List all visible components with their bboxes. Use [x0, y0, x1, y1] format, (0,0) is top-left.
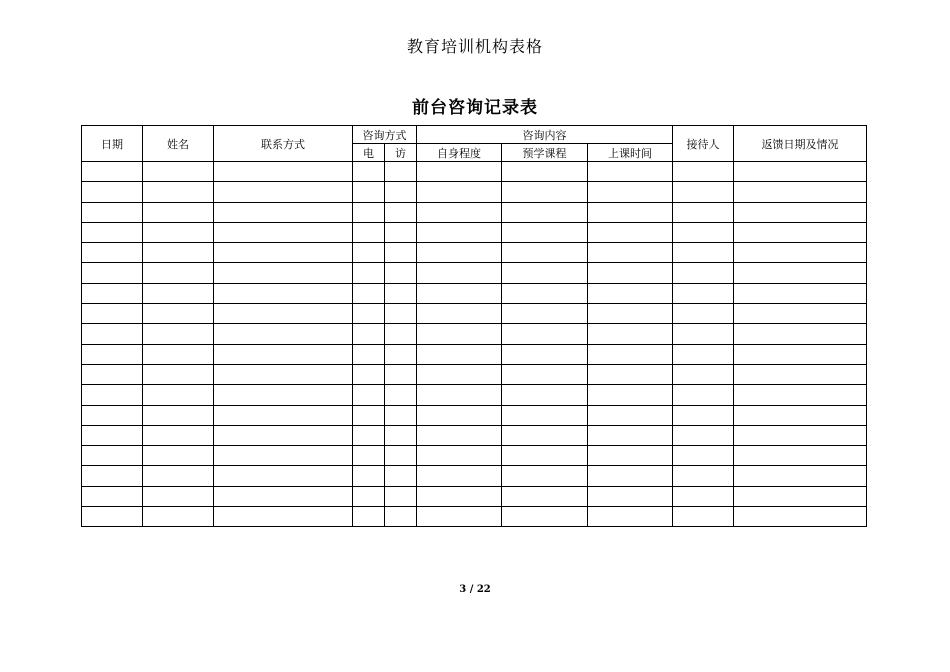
header-date: 日期: [82, 126, 143, 162]
table-cell[interactable]: [214, 507, 353, 527]
table-cell[interactable]: [502, 202, 588, 222]
table-cell[interactable]: [82, 162, 143, 182]
table-cell[interactable]: [214, 263, 353, 283]
table-cell[interactable]: [353, 486, 385, 506]
table-cell[interactable]: [588, 162, 673, 182]
table-cell[interactable]: [673, 364, 734, 384]
table-cell[interactable]: [417, 446, 502, 466]
table-cell[interactable]: [385, 446, 417, 466]
table-cell[interactable]: [734, 405, 867, 425]
table-cell[interactable]: [734, 263, 867, 283]
table-cell[interactable]: [214, 405, 353, 425]
table-cell[interactable]: [588, 182, 673, 202]
document-header-title: 教育培训机构表格: [406, 37, 543, 56]
table-row: [82, 263, 867, 283]
table-cell[interactable]: [353, 263, 385, 283]
header-contact: 联系方式: [214, 126, 353, 162]
table-cell[interactable]: [673, 466, 734, 486]
table-cell[interactable]: [502, 344, 588, 364]
table-cell[interactable]: [673, 182, 734, 202]
table-cell[interactable]: [214, 243, 353, 263]
table-cell[interactable]: [214, 486, 353, 506]
table-cell[interactable]: [385, 202, 417, 222]
table-cell[interactable]: [353, 364, 385, 384]
table-cell[interactable]: [143, 304, 214, 324]
table-cell[interactable]: [214, 446, 353, 466]
table-cell[interactable]: [385, 466, 417, 486]
table-cell[interactable]: [143, 486, 214, 506]
table-cell[interactable]: [673, 405, 734, 425]
table-cell[interactable]: [502, 466, 588, 486]
table-row: [82, 466, 867, 486]
table-cell[interactable]: [502, 324, 588, 344]
consultation-record-table: [81, 125, 867, 527]
table-cell[interactable]: [734, 182, 867, 202]
table-cell[interactable]: [417, 222, 502, 242]
table-cell[interactable]: [353, 182, 385, 202]
table-cell[interactable]: [588, 466, 673, 486]
table-row: [82, 222, 867, 242]
table-cell[interactable]: [502, 222, 588, 242]
table-cell[interactable]: [143, 385, 214, 405]
table-cell[interactable]: [82, 222, 143, 242]
table-cell[interactable]: [734, 385, 867, 405]
table-cell[interactable]: [82, 405, 143, 425]
table-cell[interactable]: [143, 222, 214, 242]
table-cell[interactable]: [502, 446, 588, 466]
table-cell[interactable]: [417, 324, 502, 344]
table-cell[interactable]: [502, 385, 588, 405]
table-cell[interactable]: [734, 202, 867, 222]
header-name: 姓名: [143, 126, 214, 162]
table-cell[interactable]: [417, 507, 502, 527]
table-cell[interactable]: [143, 243, 214, 263]
table-cell[interactable]: [673, 263, 734, 283]
table-cell[interactable]: [417, 263, 502, 283]
table-cell[interactable]: [353, 405, 385, 425]
table-cell[interactable]: [143, 202, 214, 222]
table-cell[interactable]: [353, 162, 385, 182]
table-row: [82, 304, 867, 324]
table-cell[interactable]: [417, 344, 502, 364]
table-cell[interactable]: [82, 486, 143, 506]
table-row: [82, 425, 867, 445]
table-cell[interactable]: [353, 243, 385, 263]
table-cell[interactable]: [82, 446, 143, 466]
table-cell[interactable]: [502, 162, 588, 182]
table-cell[interactable]: [353, 446, 385, 466]
table-cell[interactable]: [214, 182, 353, 202]
table-cell[interactable]: [82, 304, 143, 324]
table-cell[interactable]: [82, 385, 143, 405]
table-cell[interactable]: [385, 344, 417, 364]
table-cell[interactable]: [385, 385, 417, 405]
table-cell[interactable]: [417, 283, 502, 303]
table-cell[interactable]: [673, 202, 734, 222]
table-cell[interactable]: [734, 243, 867, 263]
table-cell[interactable]: [673, 243, 734, 263]
table-cell[interactable]: [82, 263, 143, 283]
table-cell[interactable]: [588, 243, 673, 263]
table-cell[interactable]: [143, 263, 214, 283]
table-cell[interactable]: [353, 385, 385, 405]
table-cell[interactable]: [385, 263, 417, 283]
table-cell[interactable]: [734, 304, 867, 324]
table-cell[interactable]: [82, 202, 143, 222]
table-cell[interactable]: [214, 466, 353, 486]
table-cell[interactable]: [417, 405, 502, 425]
table-cell[interactable]: [214, 324, 353, 344]
table-cell[interactable]: [82, 425, 143, 445]
table-cell[interactable]: [214, 425, 353, 445]
table-row: [82, 283, 867, 303]
table-cell[interactable]: [417, 202, 502, 222]
table-cell[interactable]: [734, 507, 867, 527]
table-cell[interactable]: [588, 486, 673, 506]
table-cell[interactable]: [588, 202, 673, 222]
header-feedback: 返馈日期及情况: [734, 126, 867, 162]
table-cell[interactable]: [143, 466, 214, 486]
table-cell[interactable]: [214, 344, 353, 364]
table-cell[interactable]: [734, 324, 867, 344]
table-cell[interactable]: [588, 283, 673, 303]
table-cell[interactable]: [214, 385, 353, 405]
table-cell[interactable]: [385, 507, 417, 527]
header-receptionist: 接待人: [673, 126, 734, 162]
header-class-time: 上课时间: [588, 144, 673, 162]
table-cell[interactable]: [143, 324, 214, 344]
table-cell[interactable]: [353, 202, 385, 222]
table-cell[interactable]: [502, 304, 588, 324]
table-cell[interactable]: [734, 446, 867, 466]
table-cell[interactable]: [353, 425, 385, 445]
table-row: [82, 507, 867, 527]
table-row: [82, 162, 867, 182]
table-cell[interactable]: [143, 507, 214, 527]
table-cell[interactable]: [417, 182, 502, 202]
table-cell[interactable]: [143, 405, 214, 425]
table-cell[interactable]: [673, 283, 734, 303]
table-row: [82, 385, 867, 405]
table-row: [82, 243, 867, 263]
table-cell[interactable]: [82, 182, 143, 202]
table-cell[interactable]: [214, 283, 353, 303]
table-cell[interactable]: [417, 243, 502, 263]
form-title: 前台咨询记录表: [412, 98, 538, 118]
table-cell[interactable]: [385, 324, 417, 344]
table-cell[interactable]: [82, 507, 143, 527]
page-number: 3 / 22: [459, 584, 491, 595]
table-cell[interactable]: [734, 222, 867, 242]
table-cell[interactable]: [353, 283, 385, 303]
table-row: [82, 405, 867, 425]
table-cell[interactable]: [214, 364, 353, 384]
table-cell[interactable]: [82, 243, 143, 263]
table-cell[interactable]: [214, 222, 353, 242]
table-row: [82, 486, 867, 506]
table-cell[interactable]: [588, 405, 673, 425]
table-cell[interactable]: [502, 263, 588, 283]
table-cell[interactable]: [588, 263, 673, 283]
table-cell[interactable]: [82, 364, 143, 384]
table-cell[interactable]: [502, 364, 588, 384]
table-cell[interactable]: [673, 507, 734, 527]
table-cell[interactable]: [673, 324, 734, 344]
table-cell[interactable]: [143, 425, 214, 445]
table-cell[interactable]: [214, 202, 353, 222]
table-cell[interactable]: [214, 162, 353, 182]
table-cell[interactable]: [502, 507, 588, 527]
table-cell[interactable]: [734, 466, 867, 486]
table-cell[interactable]: [673, 162, 734, 182]
table-cell[interactable]: [417, 364, 502, 384]
table-cell[interactable]: [417, 385, 502, 405]
table-cell[interactable]: [385, 243, 417, 263]
table-cell[interactable]: [353, 466, 385, 486]
table-cell[interactable]: [385, 405, 417, 425]
table-cell[interactable]: [734, 425, 867, 445]
table-row: [82, 182, 867, 202]
table-cell[interactable]: [353, 344, 385, 364]
table-row: [82, 344, 867, 364]
table-cell[interactable]: [673, 446, 734, 466]
table-cell[interactable]: [588, 385, 673, 405]
table-cell[interactable]: [588, 507, 673, 527]
table-cell[interactable]: [502, 283, 588, 303]
table-cell[interactable]: [143, 344, 214, 364]
table-cell[interactable]: [673, 385, 734, 405]
table-cell[interactable]: [734, 364, 867, 384]
table-cell[interactable]: [385, 304, 417, 324]
table-row: [82, 202, 867, 222]
table-cell[interactable]: [385, 364, 417, 384]
table-cell[interactable]: [417, 425, 502, 445]
table-row: [82, 364, 867, 384]
table-cell[interactable]: [588, 364, 673, 384]
table-cell[interactable]: [385, 182, 417, 202]
table-cell[interactable]: [588, 425, 673, 445]
header-intended-course: 预学课程: [502, 144, 588, 162]
table-cell[interactable]: [143, 162, 214, 182]
table-cell[interactable]: [588, 446, 673, 466]
header-phone: 电: [353, 144, 385, 162]
table-body: [82, 162, 867, 527]
table-cell[interactable]: [143, 364, 214, 384]
table-cell[interactable]: [673, 344, 734, 364]
table-cell[interactable]: [734, 283, 867, 303]
table-cell[interactable]: [588, 304, 673, 324]
table-row: [82, 324, 867, 344]
table-cell[interactable]: [353, 222, 385, 242]
table-cell[interactable]: [734, 344, 867, 364]
table-cell[interactable]: [353, 324, 385, 344]
table-cell[interactable]: [588, 222, 673, 242]
table-cell[interactable]: [673, 222, 734, 242]
table-cell[interactable]: [385, 425, 417, 445]
table-cell[interactable]: [502, 243, 588, 263]
table-cell[interactable]: [82, 324, 143, 344]
table-cell[interactable]: [82, 283, 143, 303]
header-self-level: 自身程度: [417, 144, 502, 162]
table-cell[interactable]: [417, 162, 502, 182]
table-cell[interactable]: [417, 486, 502, 506]
table-cell[interactable]: [502, 405, 588, 425]
header-consult-method: 咨询方式: [353, 126, 417, 144]
table-cell[interactable]: [673, 304, 734, 324]
table-cell[interactable]: [353, 507, 385, 527]
table-cell[interactable]: [385, 162, 417, 182]
table-cell[interactable]: [502, 182, 588, 202]
table-cell[interactable]: [214, 304, 353, 324]
table-cell[interactable]: [673, 486, 734, 506]
table-cell[interactable]: [385, 283, 417, 303]
table-cell[interactable]: [353, 304, 385, 324]
table-cell[interactable]: [143, 283, 214, 303]
table-cell[interactable]: [673, 425, 734, 445]
table-cell[interactable]: [143, 182, 214, 202]
table-cell[interactable]: [588, 344, 673, 364]
table-cell[interactable]: [502, 486, 588, 506]
table-cell[interactable]: [417, 466, 502, 486]
table-cell[interactable]: [734, 162, 867, 182]
table-cell[interactable]: [588, 324, 673, 344]
table-cell[interactable]: [734, 486, 867, 506]
header-visit: 访: [385, 144, 417, 162]
table-cell[interactable]: [417, 304, 502, 324]
table-cell[interactable]: [143, 446, 214, 466]
table-cell[interactable]: [385, 486, 417, 506]
table-cell[interactable]: [385, 222, 417, 242]
header-consult-content: 咨询内容: [417, 126, 673, 144]
table-cell[interactable]: [82, 466, 143, 486]
table-row: [82, 446, 867, 466]
table-cell[interactable]: [82, 344, 143, 364]
table-cell[interactable]: [502, 425, 588, 445]
